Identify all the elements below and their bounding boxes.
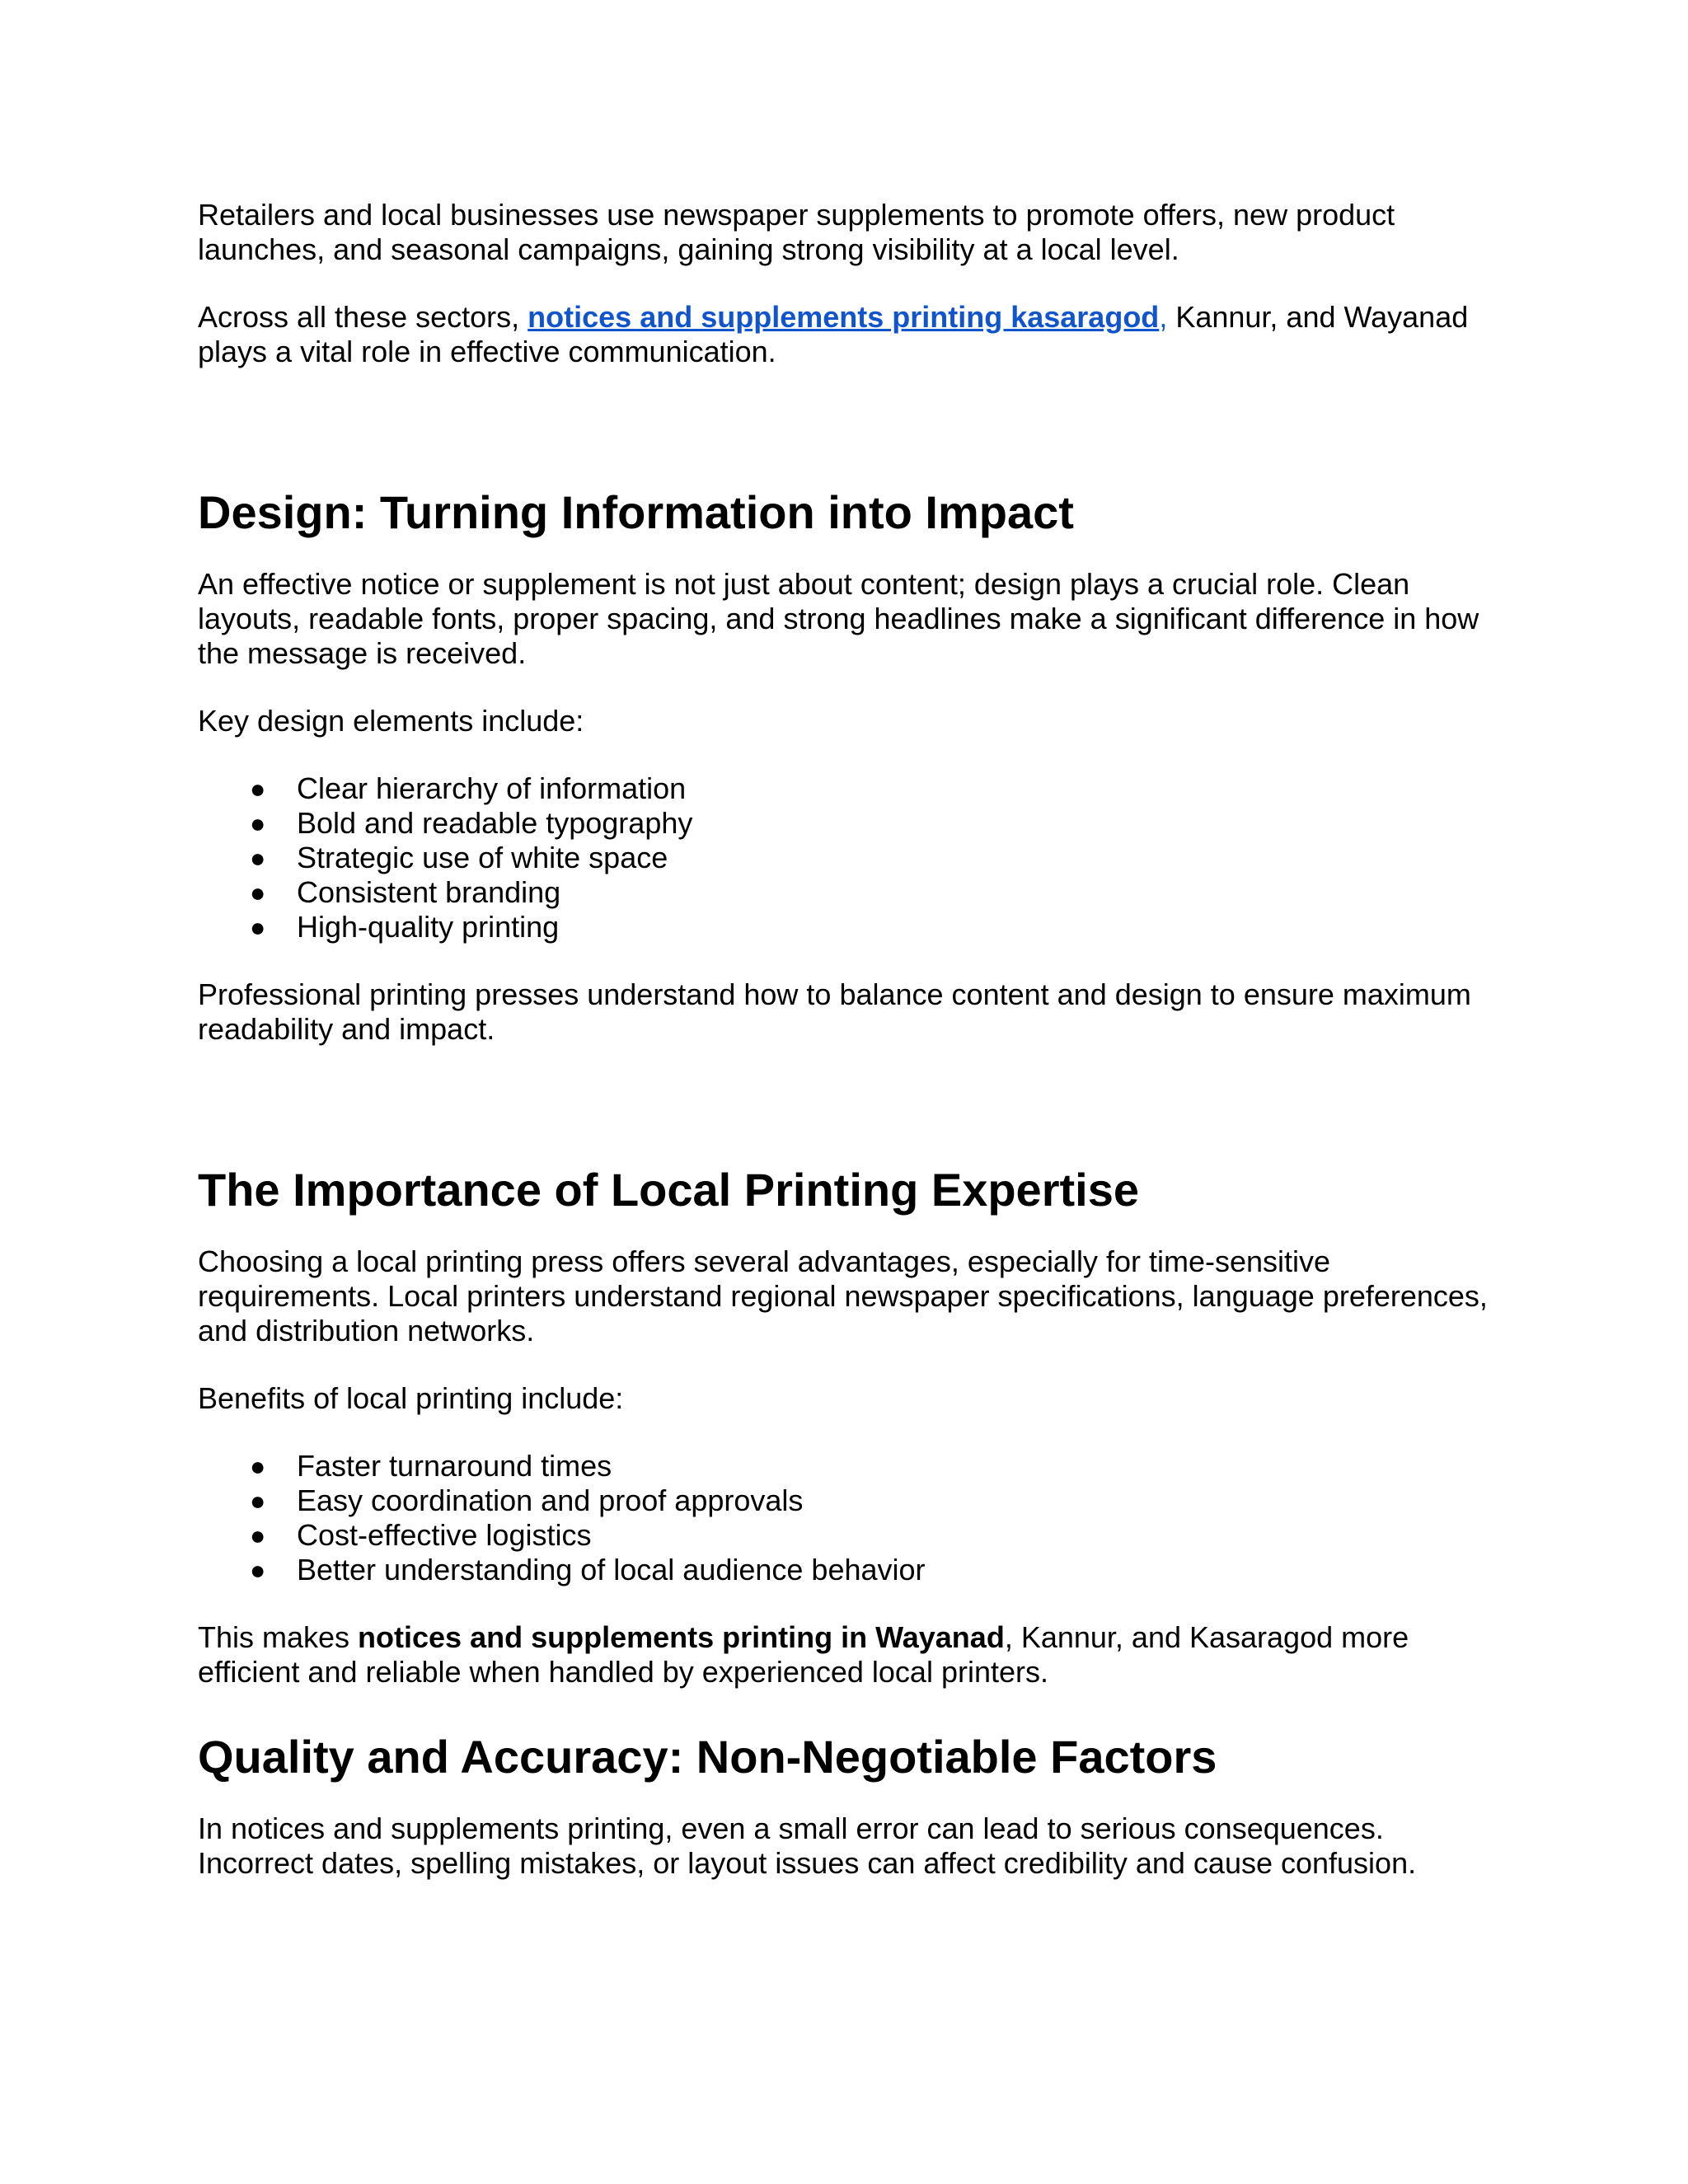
list-item: ● Clear hierarchy of information [250,771,687,805]
quality-paragraph-1: In notices and supplements printing, even a small error can lead to serious consequences. Incorrect dates, spelling mistakes, or layout issues can affect credibility and cause confusion. [198,1811,1417,1880]
intro-paragraph-2-tail: Kannur, and Wayanad plays a vital role in effective communication. [198,300,1469,368]
bullet-icon: ● [250,843,266,873]
list-item: ● Consistent branding [250,875,561,909]
bullet-icon: ● [250,1521,266,1550]
document-page [198,198,1500,1881]
bullet-icon: ● [250,774,266,804]
list-item: ● Faster turnaround times [250,1449,612,1483]
intro-paragraph-2-lead: Across all these sectors, [198,300,528,334]
intro-paragraph-1: Retailers and local businesses use newspaper supplements to promote offers, new product launches, and seasonal campaigns, gaining strong visibility at a local level. [198,198,1395,266]
bullet-icon: ● [250,1555,266,1585]
list-item: ● Strategic use of white space [250,841,668,874]
wayanad-printing-emphasis: notices and supplements printing in Wayanad [358,1620,1005,1654]
local-benefits-list [198,1449,1500,1587]
local-list-intro: Benefits of local printing include: [198,1381,624,1415]
local-expertise-heading: The Importance of Local Printing Expertise [198,1164,1139,1216]
design-heading: Design: Turning Information into Impact [198,486,1074,538]
bullet-icon: ● [250,878,266,907]
list-item: ● Better understanding of local audience behavior [250,1553,926,1586]
design-paragraph-2: Professional printing presses understand how to balance content and design to ensure maximum readability and impact. [198,977,1471,1046]
list-item: ● Bold and readable typography [250,806,693,840]
local-paragraph-2-tail: , Kannur, and Kasaragod more efficient and reliable when handled by experienced local printers. [198,1620,1409,1689]
design-paragraph-1: An effective notice or supplement is not just about content; design plays a crucial role. Clean layouts, readable fonts, proper spacing, and strong headlines make a significant difference in how the message is received. [198,567,1479,670]
list-item: ● High-quality printing [250,910,560,944]
local-paragraph-2 [198,1620,1500,1690]
bullet-icon: ● [250,808,266,838]
kasaragod-printing-link[interactable]: notices and supplements printing kasaragod [528,300,1160,334]
design-list-intro: Key design elements include: [198,704,584,738]
local-paragraph-2-lead: This makes [198,1620,359,1654]
bullet-icon: ● [250,912,266,942]
quality-heading: Quality and Accuracy: Non-Negotiable Factors [198,1731,1217,1783]
list-item: ● Cost-effective logistics [250,1518,592,1552]
bullet-icon: ● [250,1451,266,1481]
list-item: ● Easy coordination and proof approvals [250,1483,804,1517]
link-comma: , [1159,300,1168,334]
design-elements-list [198,771,1500,944]
intro-paragraph-2 [198,300,1500,369]
bullet-icon: ● [250,1486,266,1516]
local-paragraph-1: Choosing a local printing press offers several advantages, especially for time-sensitive requirements. Local printers understand regional newspaper specifications, language preferences, and distribution networks. [198,1244,1488,1347]
